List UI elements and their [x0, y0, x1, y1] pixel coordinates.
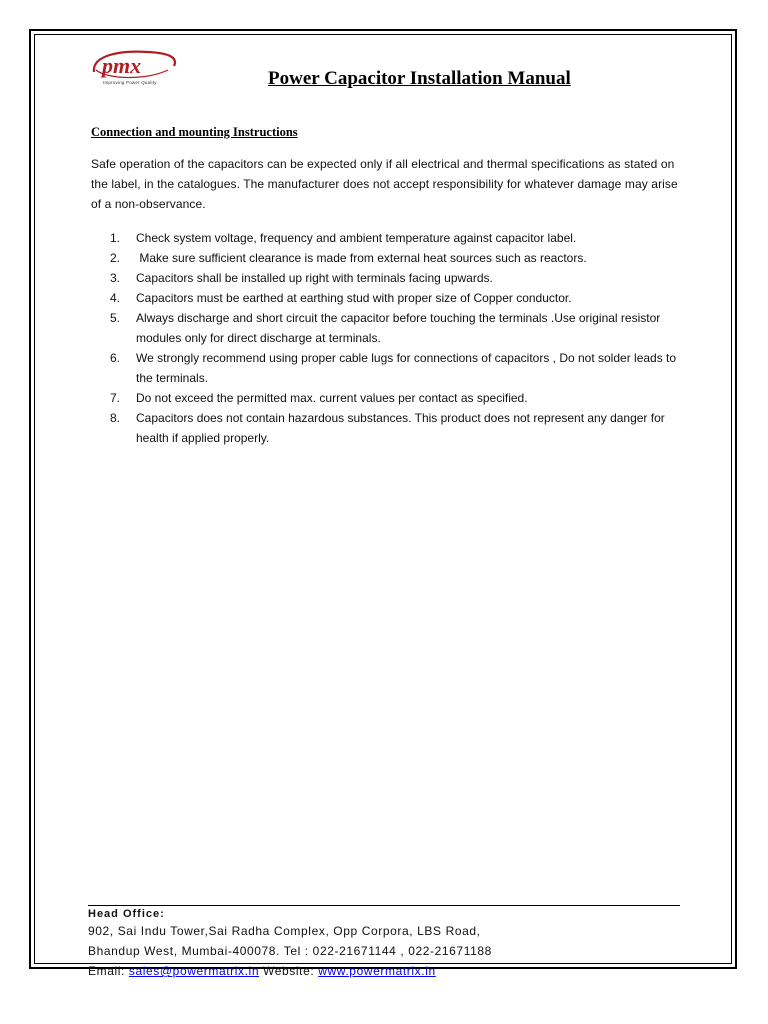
footer	[88, 907, 688, 981]
list-item-text: Check system voltage, frequency and ambient temperature against capacitor label.	[136, 231, 577, 245]
list-item	[110, 288, 690, 308]
website-label: Website:	[259, 964, 319, 978]
list-item	[110, 388, 690, 408]
footer-address-line-1: 902, Sai Indu Tower,Sai Radha Complex, Opp Corpora, LBS Road,	[88, 924, 481, 938]
list-item-text: Make sure sufficient clearance is made from external heat sources such as reactors.	[136, 251, 587, 265]
list-item-number: 7.	[110, 391, 121, 405]
email-link[interactable]: sales@powermatrix.in	[128, 964, 260, 978]
list-item	[110, 408, 690, 448]
logo-text: pmx	[102, 53, 142, 78]
list-item	[110, 268, 690, 288]
website-link[interactable]: www.powermatrix.in	[318, 964, 436, 978]
list-item	[110, 228, 690, 248]
list-item-number: 1.	[110, 231, 121, 245]
list-item	[110, 308, 690, 348]
list-item	[110, 248, 690, 268]
footer-heading: Head Office:	[88, 908, 165, 920]
list-item-text: Do not exceed the permitted max. current values per contact as specified.	[136, 391, 528, 405]
list-item-number: 5.	[110, 311, 121, 325]
intro-paragraph: Safe operation of the capacitors can be expected only if all electrical and thermal specifications as stated on the label, in the catalogues. The manufacturer does not accept responsibility for whatever damage may arise of a non-observance.	[91, 157, 678, 211]
list-item-text: We strongly recommend using proper cable lugs for connections of capacitors , Do not solder leads to the terminals.	[136, 351, 677, 385]
list-item-text: Always discharge and short circuit the capacitor before touching the terminals .Use original resistor modules only for direct discharge at terminals.	[136, 311, 661, 345]
list-item-number: 8.	[110, 411, 121, 425]
instruction-list	[110, 228, 690, 448]
list-item-number: 3.	[110, 271, 121, 285]
list-item-number: 6.	[110, 351, 121, 365]
email-label: Email:	[88, 964, 129, 978]
list-item	[110, 348, 690, 388]
footer-contact-line	[88, 961, 688, 981]
list-item-number: 2.	[110, 251, 121, 265]
page-title: Power Capacitor Installation Manual	[268, 68, 571, 89]
list-item-number: 4.	[110, 291, 121, 305]
logo-tagline: Improving Power Quality	[103, 80, 157, 85]
section-heading: Connection and mounting Instructions	[91, 125, 298, 139]
list-item-text: Capacitors must be earthed at earthing stud with proper size of Copper conductor.	[136, 291, 572, 305]
footer-divider	[88, 905, 680, 906]
footer-address-line-2: Bhandup West, Mumbai-400078. Tel : 022-21671144 , 022-21671188	[88, 944, 492, 958]
list-item-text: Capacitors does not contain hazardous substances. This product does not represent any danger for health if applied properly.	[136, 411, 665, 445]
list-item-text: Capacitors shall be installed up right with terminals facing upwards.	[136, 271, 493, 285]
